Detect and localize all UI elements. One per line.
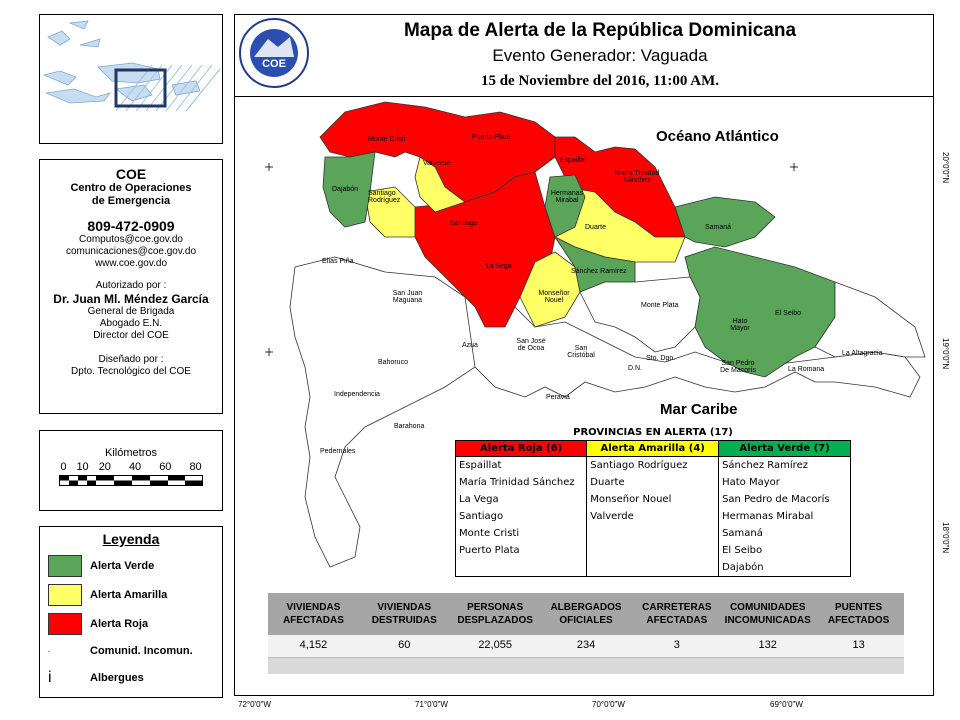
map-label: Samaná <box>705 224 732 231</box>
alert-cell: Valverde <box>587 508 719 525</box>
stats-value: 234 <box>576 639 596 651</box>
stats-header: VIVIENDAS DESTRUIDAS <box>371 602 437 626</box>
map-label: La Altagracia <box>842 350 883 357</box>
alert-cell: Puerto Plata <box>456 542 587 559</box>
legend-panel <box>39 526 223 698</box>
map-label: Barahona <box>394 423 425 430</box>
stats-header: CARRETERAS AFECTADAS <box>642 602 712 626</box>
scale-panel <box>39 430 223 511</box>
scale-tick: 80 <box>189 461 202 473</box>
map-label: Hato Mayor <box>730 318 750 332</box>
ocean-label: Océano Atlántico <box>656 128 779 145</box>
alert-cell: La Vega <box>456 491 587 508</box>
map-label: Dajabón <box>332 186 359 193</box>
coe-website: www.coe.gov.do <box>94 258 168 269</box>
map-label: San José de Ocoa <box>516 338 546 352</box>
scale-ticks <box>40 461 222 473</box>
map-label: Sto. Dgo. <box>646 355 676 362</box>
legend-swatch-green <box>48 555 82 577</box>
stats-header: PERSONAS DESPLAZADOS <box>457 602 533 626</box>
map-label: María Trinidad Sánchez <box>614 170 660 184</box>
alert-cell <box>587 542 719 559</box>
stats-value: 13 <box>852 639 865 651</box>
stats-value: 22,055 <box>478 639 512 651</box>
region-samana <box>675 197 775 247</box>
stats-header-row <box>268 593 904 635</box>
map-subtitle-event: Evento Generador: Vaguada <box>492 46 708 65</box>
lat-label: 18°0'0"N <box>941 522 950 554</box>
map-label: Monte Plata <box>641 302 679 309</box>
lat-label: 19°0'0"N <box>941 338 950 370</box>
sea-label: Mar Caribe <box>660 401 738 418</box>
scale-tick: 20 <box>98 461 111 473</box>
legend-label-red: Alerta Roja <box>90 618 149 630</box>
legend-item-green <box>48 555 154 577</box>
alert-table-header-yellow: Alerta Amarilla (4) <box>587 441 719 457</box>
alert-cell: Hermanas Mirabal <box>719 508 851 525</box>
lon-label: 71°0'0"W <box>415 700 448 709</box>
alert-cell <box>587 525 719 542</box>
map-label: La Romana <box>788 366 825 373</box>
lon-label: 69°0'0"W <box>770 700 803 709</box>
authorized-label: Autorizado por : <box>95 280 167 291</box>
map-label: Monte Cristi <box>368 136 406 143</box>
map-label: Pedernales <box>320 448 356 455</box>
alert-table-header-green: Alerta Verde (7) <box>719 441 851 457</box>
lat-label: 20°0'0"N <box>941 152 950 184</box>
coe-title: COE <box>115 166 147 182</box>
alert-cell: Monseñor Nouel <box>587 491 719 508</box>
map-label: Espaillat <box>560 157 587 164</box>
map-label: Duarte <box>585 224 607 231</box>
map-label: La Vega <box>486 263 512 270</box>
stats-header: ALBERGADOS OFICIALES <box>550 602 622 626</box>
map-label: San Juan Maguana <box>392 290 423 304</box>
scale-tick: 10 <box>76 461 89 473</box>
authorized-role-1: Abogado E.N. <box>99 318 163 329</box>
map-label: Monseñor Nouel <box>538 290 570 304</box>
alert-cell: San Pedro de Macorís <box>719 491 851 508</box>
stats-header: PUENTES AFECTADOS <box>827 602 890 626</box>
stats-value: 3 <box>673 639 680 651</box>
legend-item-comunid <box>48 645 193 657</box>
alert-cell: Santiago <box>456 508 587 525</box>
map-label: El Seibo <box>775 310 802 317</box>
coe-email-comunicaciones: comunicaciones@coe.gov.do <box>65 246 197 257</box>
legend-swatch-yellow <box>48 584 82 606</box>
map-label: Independencia <box>334 391 380 398</box>
alert-cell: Dajabón <box>719 559 851 577</box>
lon-label: 72°0'0"W <box>238 700 271 709</box>
alert-cell: El Seibo <box>719 542 851 559</box>
legend-item-albergues <box>48 669 144 687</box>
authorized-role-2: Director del COE <box>93 330 169 341</box>
legend-swatch-red <box>48 613 82 635</box>
legend-item-red <box>48 613 148 635</box>
impact-stats <box>268 593 904 674</box>
alert-table-title: PROVINCIAS EN ALERTA (17) <box>573 427 733 438</box>
map-label: Puerto Plata <box>472 134 511 141</box>
scale-title: Kilómetros <box>105 447 157 459</box>
coe-info-panel <box>39 159 223 414</box>
map-label: San Cristóbal <box>567 345 595 359</box>
stats-value: 60 <box>398 639 411 651</box>
stats-header: COMUNIDADES INCOMUNICADAS <box>724 602 811 626</box>
alert-table <box>455 425 851 577</box>
map-label: Hermanas Mirabal <box>550 190 584 204</box>
stats-value: 4,152 <box>299 639 328 651</box>
stats-values-row <box>268 635 904 658</box>
alert-cell: Hato Mayor <box>719 474 851 491</box>
stats-header: VIVIENDAS AFECTADAS <box>282 602 344 626</box>
alert-table-header-red: Alerta Roja (6) <box>456 441 587 457</box>
map-label: Sánchez Ramírez <box>571 268 627 275</box>
coe-subtitle-2: de Emergencia <box>91 195 171 207</box>
map-label: Santiago Rodríguez <box>368 190 401 204</box>
comunid-icon: · <box>48 646 51 656</box>
alert-cell: Sánchez Ramírez <box>719 457 851 475</box>
authorized-rank: General de Brigada <box>87 306 175 317</box>
inset-map <box>39 14 223 144</box>
scale-tick: 40 <box>128 461 142 473</box>
map-label: Valverde <box>423 160 451 167</box>
inset-map-graphic <box>40 15 222 143</box>
scale-tick: 60 <box>159 461 172 473</box>
scale-tick: 0 <box>60 461 67 473</box>
authorized-name: Dr. Juan Ml. Méndez García <box>53 292 209 306</box>
map-label: Santiago <box>450 220 478 227</box>
alert-cell: Santiago Rodríguez <box>587 457 719 475</box>
map-label: D.N. <box>628 365 642 372</box>
lon-label: 70°0'0"W <box>592 700 625 709</box>
scale-bar <box>59 475 203 487</box>
alert-cell: Monte Cristi <box>456 525 587 542</box>
legend-label-albergues: Albergues <box>90 672 144 684</box>
map-title: Mapa de Alerta de la República Dominicana <box>403 20 797 41</box>
map-label: Azua <box>462 342 478 349</box>
alert-cell: Espaillat <box>456 457 587 475</box>
legend-label-comunid: Comunid. Incomun. <box>90 645 193 657</box>
coe-phone: 809-472-0909 <box>87 218 175 234</box>
legend-label-yellow: Alerta Amarilla <box>90 589 168 601</box>
coe-logo <box>238 17 310 89</box>
alert-cell: María Trinidad Sánchez <box>456 474 587 491</box>
alert-cell <box>456 559 587 577</box>
coe-email-computos: Computos@coe.gov.do <box>79 234 183 245</box>
designed-by: Dpto. Tecnológico del COE <box>71 366 191 377</box>
designed-label: Diseñado por : <box>98 354 164 365</box>
map-label: Peravia <box>546 394 570 401</box>
map-date: 15 de Noviembre del 2016, 11:00 AM. <box>480 73 720 89</box>
legend-item-yellow <box>48 584 167 606</box>
logo-text: COE <box>262 58 286 70</box>
alert-cell: Duarte <box>587 474 719 491</box>
albergue-icon: i <box>48 669 52 686</box>
alert-cell <box>587 559 719 577</box>
map-label: San Pedro De Macorís <box>720 360 756 374</box>
legend-title: Leyenda <box>102 531 160 547</box>
legend-label-green: Alerta Verde <box>90 560 155 572</box>
map-label: Elías Piña <box>322 258 354 265</box>
coe-subtitle-1: Centro de Operaciones <box>70 182 192 194</box>
map-label: Bahoruco <box>378 359 408 366</box>
stats-value: 132 <box>758 639 777 651</box>
alert-cell: Samaná <box>719 525 851 542</box>
